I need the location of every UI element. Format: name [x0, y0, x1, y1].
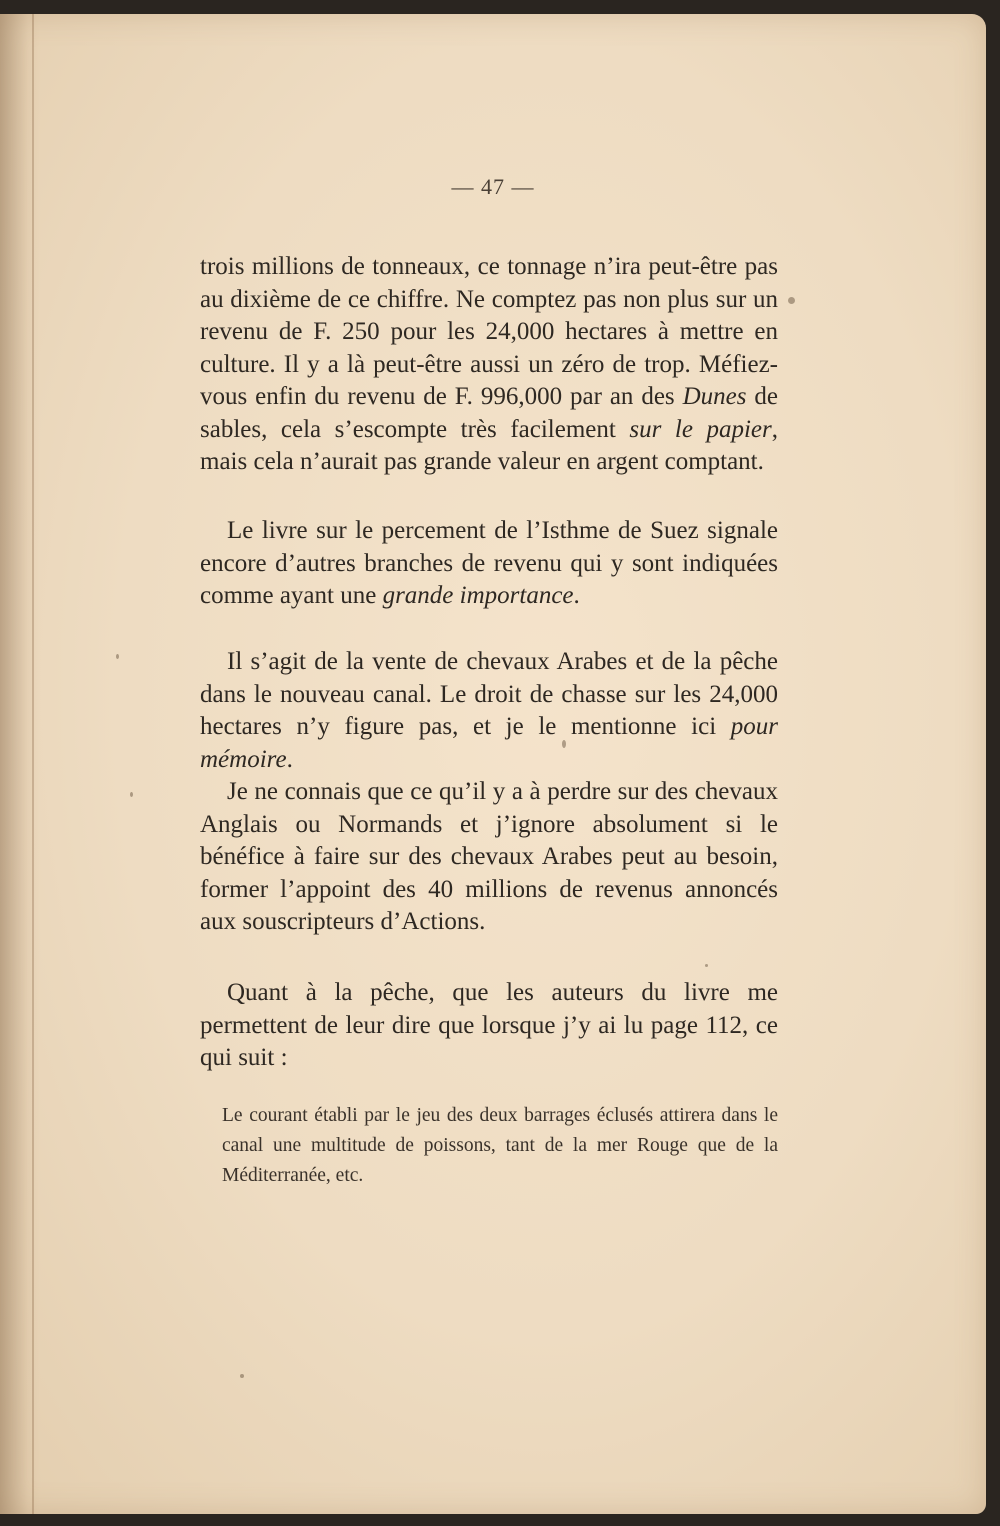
paragraph-5	[200, 977, 778, 1075]
paragraph-2-text-c: .	[573, 582, 580, 609]
paragraph-3-text-a: Il s’agit de la vente de chevaux Arabes et de la pêche dans le nouveau canal. Le droit de chasse sur les 24,000 hectares n’y figure pas, et je le mentionne ici	[200, 648, 778, 740]
paragraph-4-text: Je ne connais que ce qu’il y a à perdre sur des chevaux Anglais ou Normands et j’ignore absolument si le bénéfice à faire sur des chevaux Arabes peut au besoin, former l’appoint des 40 millions de revenus annoncés aux souscripteurs d’Actions.	[200, 778, 778, 935]
paragraph-1-text-a: trois millions de tonneaux, ce tonnage n’ira peut-être pas au dixième de ce chiffre. Ne comptez pas non plus sur un revenu de F. 250 pour les 24,000 hectares à mettre en culture. Il y a là peut-être aussi un zéro de trop. Méfiez-vous enfin du revenu de F. 996,000 par an des	[200, 253, 778, 410]
paragraph-2-italic: grande importance	[382, 582, 574, 609]
paragraph-3-italic: pour mémoire	[200, 713, 778, 773]
paragraph-5-text: Quant à la pêche, que les auteurs du livre me permettent de leur dire que lorsque j’y ai lu page 112, ce qui suit :	[200, 979, 778, 1071]
paragraph-3	[200, 646, 778, 776]
paragraph-1-text-e: , mais cela n’aurait pas grande valeur en argent comptant.	[200, 415, 778, 475]
binding-fold	[0, 14, 40, 1514]
page-number: — 47 —	[451, 174, 535, 199]
paragraph-1-text-c: de sables, cela s’escompte très facilement	[200, 383, 778, 443]
paragraph-2-text-a: Le livre sur le percement de l’Isthme de Suez signale encore d’autres branches de revenu qui y sont indiquées comme ayant une	[200, 517, 778, 609]
paper-speck	[705, 964, 708, 967]
paragraph-3-text-c: .	[286, 745, 293, 773]
paragraph-1	[200, 251, 778, 479]
paper-speck	[240, 1374, 244, 1378]
paragraph-4	[200, 776, 778, 939]
document-page	[0, 14, 986, 1514]
paper-speck	[788, 297, 795, 304]
binding-line	[32, 14, 34, 1514]
paper-speck	[130, 792, 133, 797]
paragraph-2	[200, 515, 778, 613]
paper-speck	[562, 740, 566, 748]
paragraph-1-italic-dunes: Dunes	[682, 383, 747, 410]
quotation: Le courant établi par le jeu des deux barrages éclusés attirera dans le canal une multitude de poissons, tant de la mer Rouge que de la Méditerranée, etc.	[222, 1105, 778, 1186]
paper-speck	[116, 654, 119, 659]
paragraph-1-italic-sur-le-papier: sur le papier	[629, 415, 772, 443]
